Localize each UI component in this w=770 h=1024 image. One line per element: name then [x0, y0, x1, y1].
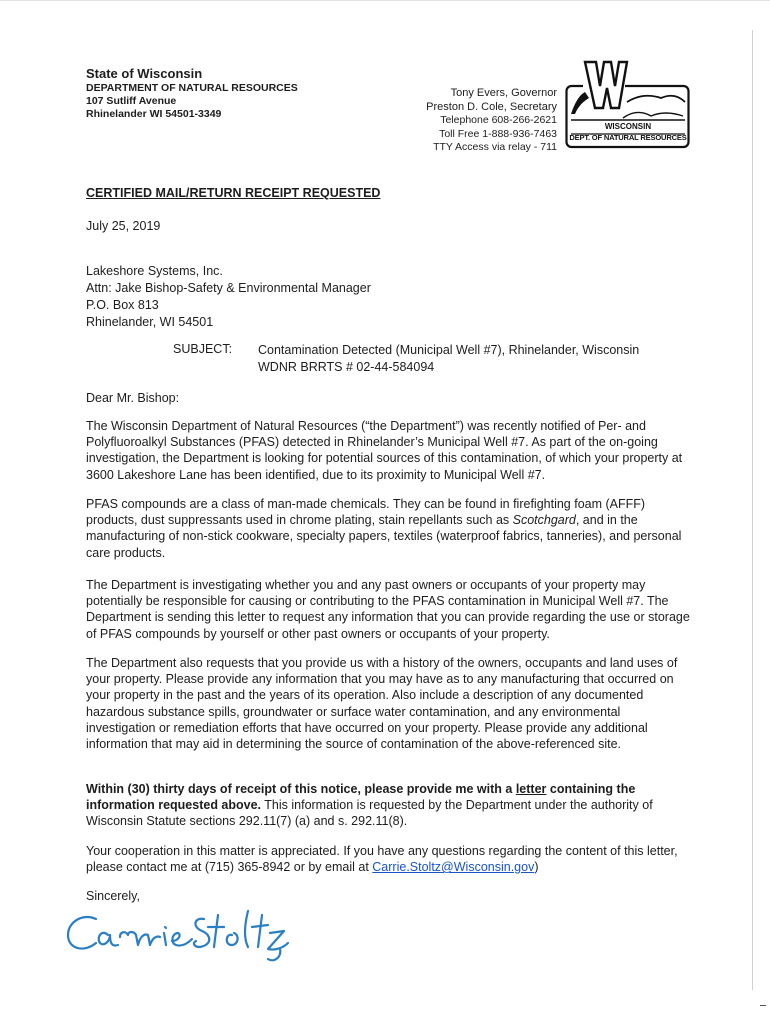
pfas-text-a: PFAS compounds are a class of man-made chemicals. They can be found in firefighting foam (AFFF) products, dust suppressants used in chrome plating, stain repellants such as — [86, 497, 646, 528]
sender-address-line2: Rhinelander WI 54501-3349 — [86, 108, 222, 120]
scotchgard-term: Scotchgard — [512, 513, 576, 528]
recipient-company: Lakeshore Systems, Inc. — [86, 264, 223, 278]
scan-top-edge — [0, 0, 770, 1]
deadline-bold-b: containing the information requested above. — [86, 782, 636, 813]
logo-water — [623, 112, 683, 118]
paragraph-notification: The Wisconsin Department of Natural Resources (“the Department”) was recently notified of Per- and Polyfluoroalkyl Substances (PFAS) detected in Rhinelander’s Municipal Well #7. As part of the on-going investigation, the Department is looking for potential sources of this contamination, of which your property at 3600 Lakeshore Lane has been identified, due to its proximity to Municipal Well #7. — [86, 419, 683, 482]
contact-text-a: Your cooperation in this matter is appreciated. If you have any questions regarding the content of this letter, please contact me at (715) 365-8942 or by email at — [86, 844, 678, 875]
paragraph-pfas-description — [86, 496, 692, 561]
salutation: Dear Mr. Bishop: — [86, 391, 180, 405]
state-name: State of Wisconsin — [86, 66, 203, 81]
letterhead-sender — [86, 66, 298, 121]
telephone-line: Telephone 608-266-2621 — [440, 114, 557, 126]
logo-hills — [627, 96, 685, 102]
logo-caption-1: WISCONSIN — [604, 122, 652, 131]
subject-line-1: Contamination Detected (Municipal Well #7), Rhinelander, Wisconsin — [258, 343, 640, 357]
recipient-block — [86, 263, 371, 331]
toll-free-line: Toll Free 1-888-936-7463 — [439, 127, 557, 140]
closing: Sincerely, — [86, 889, 140, 903]
paragraph-contact — [86, 843, 692, 875]
letter-date: July 25, 2019 — [86, 219, 161, 233]
recipient-attn: Attn: Jake Bishop-Safety & Environmental Manager — [86, 281, 371, 295]
subject-line-2: WDNR BRRTS # 02-44-584094 — [258, 360, 435, 374]
contact-email-link[interactable]: Carrie.Stoltz@Wisconsin.gov — [372, 860, 535, 875]
deadline-authority: This information is requested by the Department under the authority of Wisconsin Statute sections 292.11(7) (a) and s. 292.11(8). — [86, 798, 653, 829]
signature — [62, 903, 292, 967]
scan-right-edge — [752, 30, 753, 990]
paragraph-history-request: The Department also requests that you provide us with a history of the owners, occupants and land uses of your property. Please provide any information that you may have as to any manufacturing that occurred on your property in the past and the years of its operation. Also include a description of any documented hazardous substance spills, groundwater or surface water contamination, and any environmental investigation or remediation efforts that have occurred on your property. Please provide any additional information that may aid in determining the source of contamination of the above-referenced site. — [86, 656, 678, 752]
paragraph-deadline — [86, 781, 692, 830]
recipient-city: Rhinelander, WI 54501 — [86, 315, 214, 329]
tty-line: TTY Access via relay - 711 — [433, 141, 557, 153]
subject-text — [258, 342, 639, 376]
pfas-text-b: , and in the manufacturing of non-stick cookware, specialty papers, textiles (waterproof fabrics, tanneries), and personal care products. — [86, 513, 682, 560]
logo-caption-2: DEPT. OF NATURAL RESOURCES — [569, 133, 687, 142]
paragraph-investigation: The Department is investigating whether you and any past owners or occupants of your property may potentially be responsible for causing or contributing to the PFAS contamination in Municipal Well #7. The Department is sending this letter to request any information that you can provide regarding the use or storage of PFAS compounds by yourself or other past owners or occupants of your property. — [86, 578, 690, 641]
sender-address-line1: 107 Sutliff Avenue — [86, 95, 177, 107]
deadline-bold-a: Within (30) thirty days of receipt of this notice, please provide me with a — [86, 782, 516, 796]
scan-edge-mark — [760, 1005, 766, 1006]
secretary-line: Preston D. Cole, Secretary — [426, 101, 557, 113]
department-name: DEPARTMENT OF NATURAL RESOURCES — [86, 82, 298, 94]
certified-mail-heading: CERTIFIED MAIL/RETURN RECEIPT REQUESTED — [86, 186, 381, 200]
governor-line: Tony Evers, Governor — [450, 87, 557, 99]
subject-label: SUBJECT: — [173, 342, 233, 356]
letterhead-officials — [426, 86, 557, 155]
recipient-po-box: P.O. Box 813 — [86, 298, 159, 312]
deadline-letter-word: letter — [515, 782, 547, 796]
contact-text-b: ) — [534, 860, 539, 875]
